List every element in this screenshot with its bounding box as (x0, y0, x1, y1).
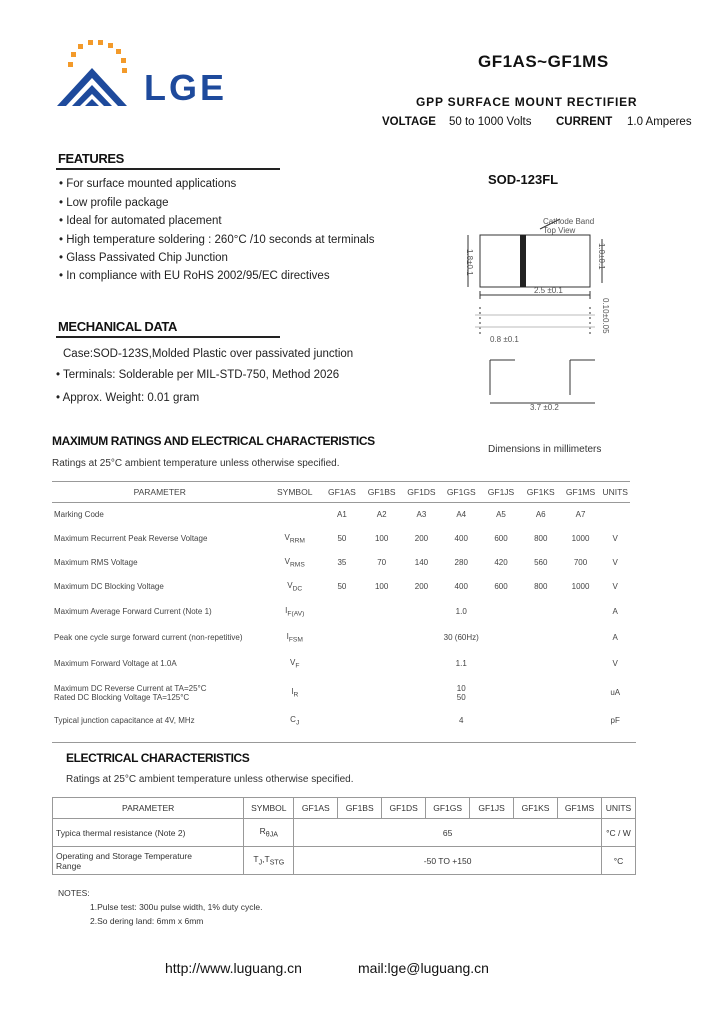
table-row: Typica thermal resistance (Note 2) $R_{\theta JA}$ 65 °C / W (53, 819, 636, 847)
dim-a-label: 2.5 ±0.1 (534, 286, 563, 295)
cathode-label: Cathode Band Top View (543, 217, 595, 235)
ratings-heading: MAXIMUM RATINGS AND ELECTRICAL CHARACTERISTICS (52, 434, 375, 448)
body-top-view (480, 235, 590, 287)
current-value: 1.0 Amperes (627, 116, 692, 128)
logo-text: LGE (144, 67, 228, 108)
package-outline-drawing (420, 205, 620, 420)
table-header-row: PARAMETER SYMBOL GF1AS GF1BS GF1DS GF1GS GF1JS GF1KS GF1MS UNITS (52, 482, 630, 503)
feature-item: • High temperature soldering : 260°C /10 seconds at terminals (59, 234, 375, 246)
dim-c-label: 0.8 ±0.1 (490, 335, 519, 344)
dim-f-label: 0.10±0.05 (601, 298, 610, 334)
note-2: 2.So dering land: 6mm x 6mm (90, 916, 204, 926)
section-divider (52, 742, 636, 743)
dimension-note: Dimensions in millimeters (488, 444, 602, 455)
mechanical-rule (56, 336, 280, 338)
voltage-value: 50 to 1000 Volts (449, 116, 532, 128)
mechanical-terminals: • Terminals: Solderable per MIL-STD-750, Method 2026 (56, 369, 340, 381)
mechanical-weight: • Approx. Weight: 0.01 gram (56, 392, 200, 404)
table-row: Maximum Average Forward Current (Note 1) $I_{F(AV)}$ 1.0 A (54, 605, 618, 618)
table-row: Maximum DC Reverse Current at TA=25°C Rated DC Blocking Voltage TA=125°C $I_R$ 10 50 uA (54, 683, 621, 702)
note-1: 1.Pulse test: 300u pulse width, 1% duty cycle. (90, 902, 263, 912)
voltage-label: VOLTAGE (382, 116, 436, 128)
table-row: Maximum RMS Voltage $V_{RMS}$ 35 70 140 280 420 560 700 V (54, 556, 618, 569)
notes-title: NOTES: (58, 888, 90, 898)
email-link[interactable]: mail:lge@luguang.cn (358, 960, 489, 976)
features-heading: FEATURES (58, 151, 124, 166)
mechanical-case: Case:SOD-123S,Molded Plastic over passivated junction (63, 348, 354, 360)
electrical-note: Ratings at 25°C ambient temperature unless otherwise specified. (66, 774, 354, 785)
feature-item: • Ideal for automated placement (59, 215, 222, 227)
table-row: Maximum Recurrent Peak Reverse Voltage $V_{RRM}$ 50 100 200 400 600 800 1000 V (54, 532, 618, 545)
feature-item: • In compliance with EU RoHS 2002/95/EC directives (59, 270, 330, 282)
table-row: Peak one cycle surge forward current (non-repetitive) $I_{FSM}$ 30 (60Hz) A (54, 631, 618, 644)
cathode-band (520, 235, 526, 287)
dim-d-label: 3.7 ±0.2 (530, 403, 559, 412)
ratings-note: Ratings at 25°C ambient temperature unless otherwise specified. (52, 458, 340, 469)
table-row: Typical junction capacitance at 4V, MHz $C_J$ 4 pF (54, 714, 620, 727)
max-ratings-table (52, 481, 630, 733)
feature-item: • Glass Passivated Chip Junction (59, 252, 228, 264)
product-subtitle: GPP SURFACE MOUNT RECTIFIER (416, 95, 638, 109)
package-name: SOD-123FL (488, 172, 559, 187)
current-label: CURRENT (556, 116, 613, 128)
feature-item: • For surface mounted applications (59, 178, 237, 190)
feature-item: • Low profile package (59, 197, 169, 209)
part-number-title: GF1AS~GF1MS (478, 52, 609, 71)
company-logo (52, 38, 242, 113)
website-link[interactable]: http://www.luguang.cn (165, 960, 302, 976)
table-row: Operating and Storage Temperature Range $T_J,T_{STG}$ -50 TO +150 °C (53, 847, 636, 875)
dim-e-label: 1.0±0.1 (597, 243, 606, 270)
table-header-row: PARAMETER SYMBOL GF1AS GF1BS GF1DS GF1GS GF1JS GF1KS GF1MS UNITS (53, 798, 636, 819)
table-row: Maximum DC Blocking Voltage $V_{DC}$ 50 100 200 400 600 800 1000 V (54, 580, 618, 593)
features-rule (56, 168, 280, 170)
table-row: Maximum Forward Voltage at 1.0A $V_F$ 1.1 V (54, 657, 618, 670)
table-row: Marking Code A1 A2 A3 A4 A5 A6 A7 (54, 510, 586, 520)
dim-b-label: 1.8±0.1 (465, 249, 474, 276)
electrical-heading: ELECTRICAL CHARACTERISTICS (66, 751, 250, 765)
electrical-table (52, 797, 636, 875)
mechanical-heading: MECHANICAL DATA (58, 319, 177, 334)
